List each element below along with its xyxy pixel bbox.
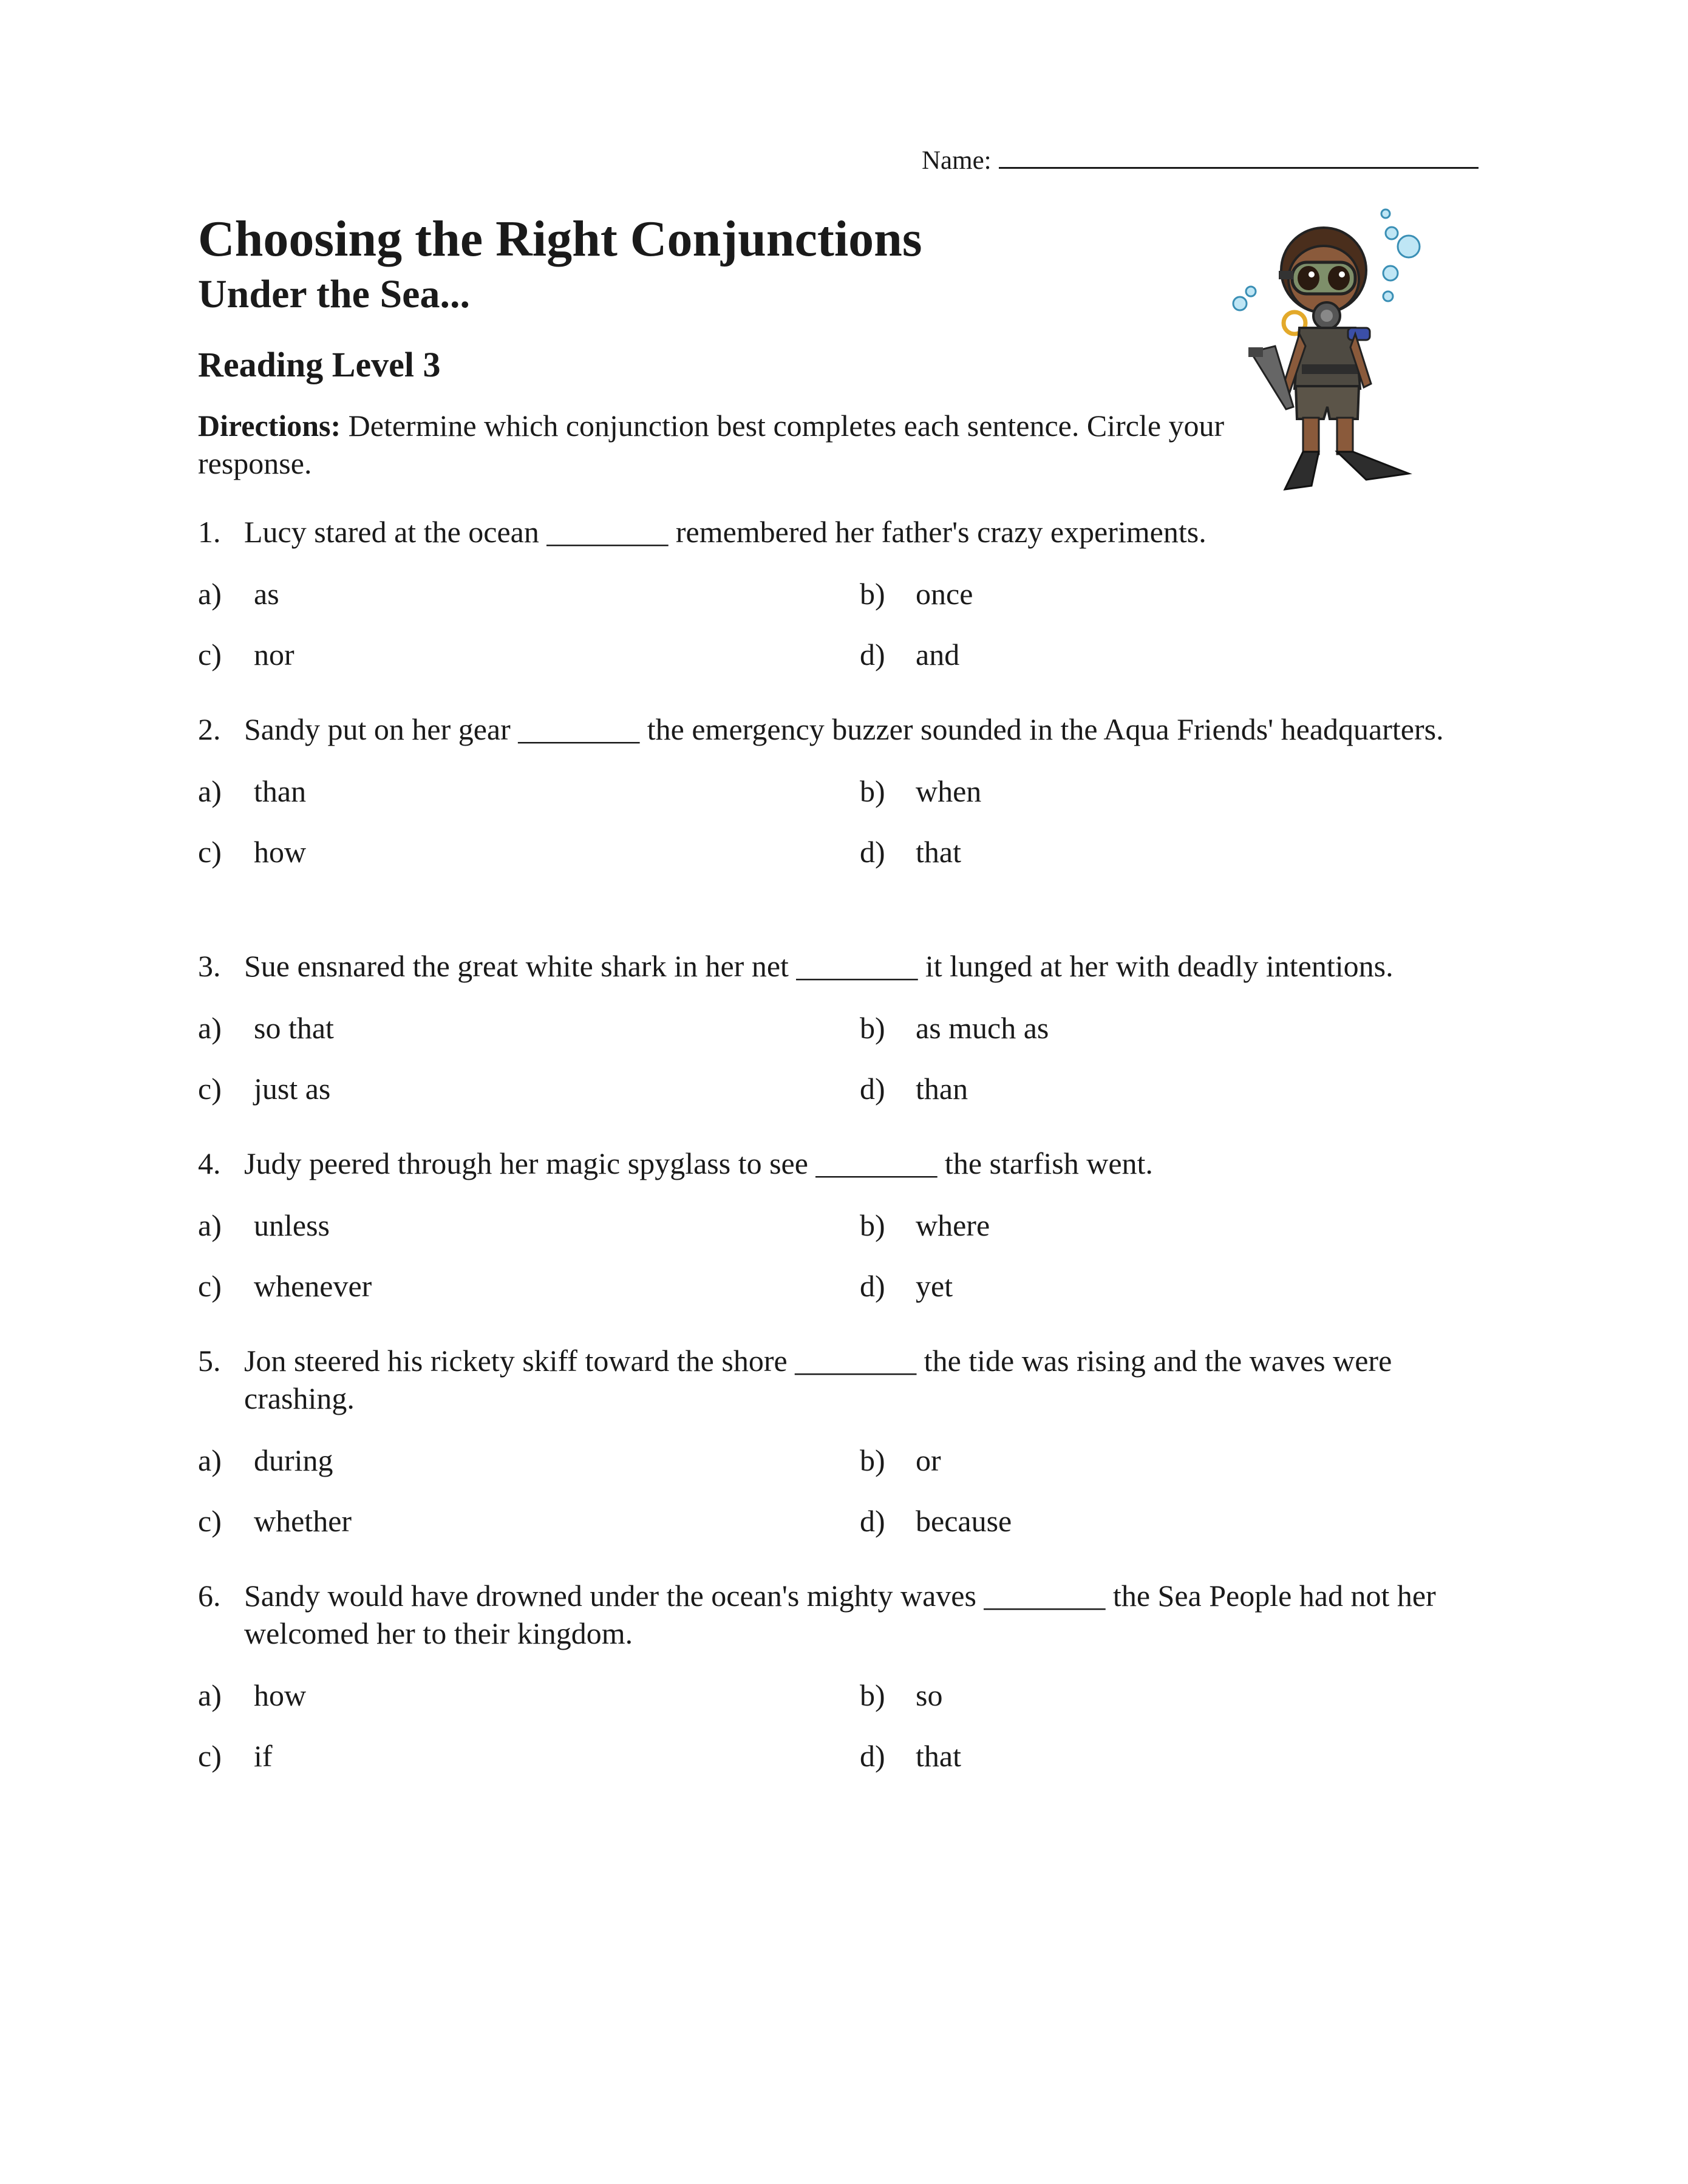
option-text: so: [916, 1678, 943, 1712]
option-a[interactable]: [198, 575, 279, 613]
option-letter: c): [198, 1072, 222, 1106]
option-a[interactable]: [198, 1676, 306, 1714]
directions-text: Determine which conjunction best completes each sentence. Circle your response.: [198, 409, 1225, 480]
option-text: or: [916, 1443, 941, 1477]
option-letter: c): [198, 1739, 222, 1773]
option-letter: b): [860, 577, 885, 611]
option-c[interactable]: [198, 1737, 273, 1775]
question-5: [198, 1342, 1503, 1539]
option-text: once: [916, 577, 973, 611]
option-c[interactable]: [198, 1267, 372, 1305]
scuba-diver-illustration: [1227, 206, 1433, 492]
option-text: yet: [916, 1269, 953, 1303]
option-c[interactable]: [198, 1070, 330, 1107]
option-text: than: [916, 1072, 968, 1106]
option-c[interactable]: [198, 636, 294, 673]
question-text: Jon steered his rickety skiff toward the shore ________ the tide was rising and the waves were crashing.: [244, 1344, 1392, 1415]
option-c[interactable]: [198, 1502, 352, 1540]
question-number: 6.: [198, 1579, 221, 1613]
option-letter: a): [198, 1678, 222, 1712]
question-3: [198, 947, 1503, 1106]
question-4: [198, 1145, 1503, 1304]
option-letter: b): [860, 1678, 885, 1712]
option-letter: d): [860, 1504, 885, 1538]
option-b[interactable]: [860, 575, 973, 613]
reading-level: Reading Level 3: [198, 345, 441, 384]
option-text: that: [916, 1739, 961, 1773]
option-d[interactable]: [860, 1737, 961, 1775]
worksheet-title: Choosing the Right Conjunctions: [198, 211, 922, 267]
option-d[interactable]: [860, 1267, 953, 1305]
option-letter: a): [198, 774, 222, 808]
option-text: how: [254, 835, 307, 869]
option-c[interactable]: [198, 833, 306, 871]
option-letter: d): [860, 1739, 885, 1773]
option-letter: c): [198, 1269, 222, 1303]
option-text: where: [916, 1208, 990, 1242]
option-text: as: [254, 577, 279, 611]
option-letter: d): [860, 835, 885, 869]
question-2: [198, 710, 1503, 869]
option-letter: c): [198, 1504, 222, 1538]
option-text: nor: [254, 638, 294, 672]
option-d[interactable]: [860, 1502, 1012, 1540]
option-text: whether: [254, 1504, 352, 1538]
question-number: 3.: [198, 949, 221, 983]
question-text: Lucy stared at the ocean ________ remembered her father's crazy experiments.: [244, 515, 1206, 549]
question-text: Sandy put on her gear ________ the emergency buzzer sounded in the Aqua Friends' headquarters.: [244, 712, 1444, 746]
option-letter: d): [860, 1269, 885, 1303]
option-text: during: [254, 1443, 333, 1477]
option-text: when: [916, 774, 982, 808]
option-text: as much as: [916, 1011, 1049, 1045]
option-a[interactable]: [198, 772, 306, 810]
option-text: unless: [254, 1208, 330, 1242]
option-letter: c): [198, 638, 222, 672]
question-text: Judy peered through her magic spyglass to see ________ the starfish went.: [244, 1146, 1153, 1180]
question-number: 4.: [198, 1146, 221, 1180]
question-text: Sue ensnared the great white shark in her net ________ it lunged at her with deadly intentions.: [244, 949, 1394, 983]
option-text: if: [254, 1739, 273, 1773]
option-letter: d): [860, 1072, 885, 1106]
option-letter: b): [860, 1208, 885, 1242]
option-d[interactable]: [860, 636, 959, 673]
question-text: Sandy would have drowned under the ocean's mighty waves ________ the Sea People had not her welcomed her to their kingdom.: [244, 1579, 1436, 1650]
option-letter: a): [198, 1443, 222, 1477]
option-b[interactable]: [860, 1441, 941, 1479]
option-text: and: [916, 638, 960, 672]
option-text: that: [916, 835, 961, 869]
directions-label: Directions:: [198, 409, 341, 443]
option-d[interactable]: [860, 1070, 968, 1107]
option-a[interactable]: [198, 1009, 334, 1047]
option-letter: b): [860, 1011, 885, 1045]
option-b[interactable]: [860, 772, 981, 810]
option-text: whenever: [254, 1269, 372, 1303]
question-number: 5.: [198, 1344, 221, 1378]
worksheet-subtitle: Under the Sea...: [198, 272, 470, 316]
question-6: [198, 1577, 1503, 1774]
question-1: [198, 513, 1503, 672]
name-label: Name:: [922, 146, 992, 175]
option-b[interactable]: [860, 1676, 942, 1714]
option-b[interactable]: [860, 1206, 990, 1244]
option-text: how: [254, 1678, 307, 1712]
option-a[interactable]: [198, 1206, 330, 1244]
question-number: 2.: [198, 712, 221, 746]
option-text: than: [254, 774, 307, 808]
directions: [198, 407, 1230, 482]
option-letter: a): [198, 1011, 222, 1045]
option-letter: b): [860, 1443, 885, 1477]
name-field[interactable]: [922, 146, 1479, 175]
name-blank-line[interactable]: [999, 149, 1479, 169]
option-letter: a): [198, 1208, 222, 1242]
option-text: just as: [254, 1072, 331, 1106]
option-letter: d): [860, 638, 885, 672]
option-letter: a): [198, 577, 222, 611]
option-b[interactable]: [860, 1009, 1049, 1047]
option-text: because: [916, 1504, 1012, 1538]
option-text: so that: [254, 1011, 334, 1045]
option-letter: b): [860, 774, 885, 808]
option-letter: c): [198, 835, 222, 869]
question-number: 1.: [198, 515, 221, 549]
option-a[interactable]: [198, 1441, 333, 1479]
option-d[interactable]: [860, 833, 961, 871]
